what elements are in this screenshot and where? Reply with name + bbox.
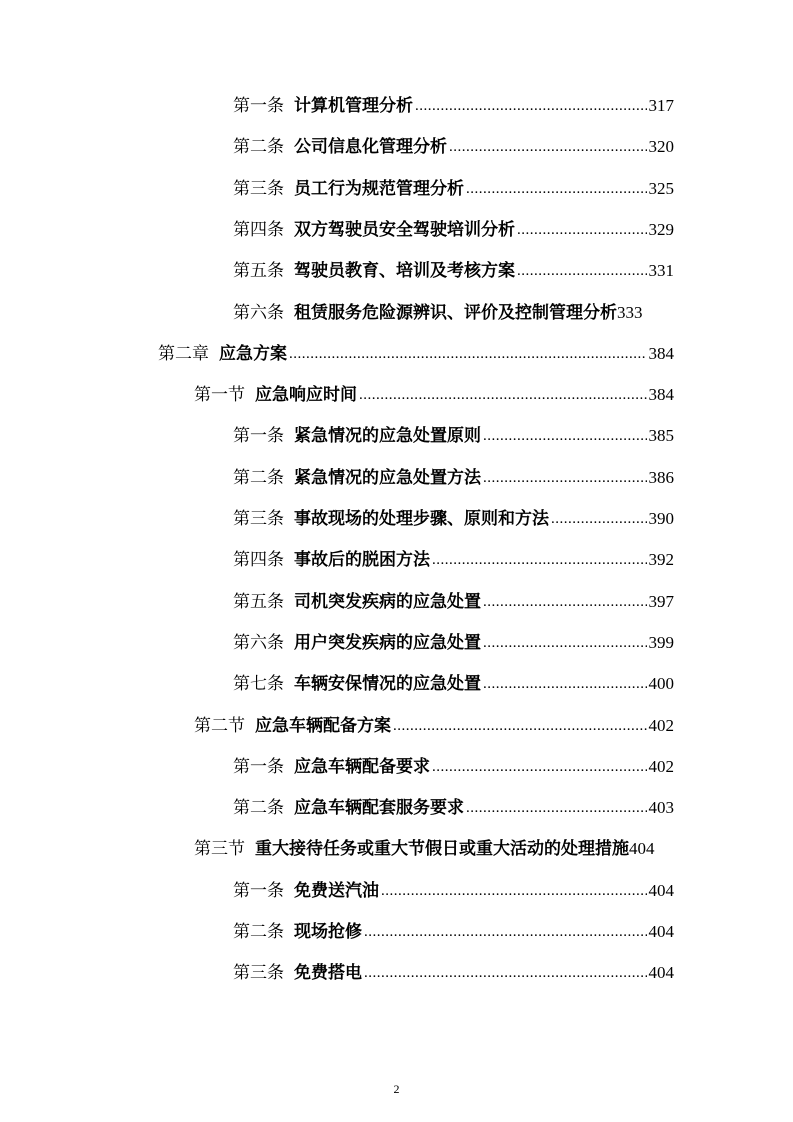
toc-entry-article[interactable] [233,624,674,654]
toc-entry-article[interactable] [233,128,674,158]
toc-entry-number: 第六条 [233,632,284,653]
toc-entry-article[interactable] [233,87,674,117]
toc-dot-leader [517,219,647,241]
toc-entry-article[interactable] [233,500,674,530]
toc-entry-title: 公司信息化管理分析 [294,137,447,158]
toc-entry-page: 397 [648,591,674,611]
toc-entry-article[interactable] [233,252,674,282]
toc-entry-article[interactable] [233,954,674,984]
toc-entry-title: 事故后的脱困方法 [294,550,430,571]
toc-entry-title: 驾驶员教育、培训及考核方案 [294,261,515,282]
toc-entry-article[interactable] [233,170,674,200]
toc-entry-article[interactable] [233,417,674,447]
toc-entry-page: 384 [648,385,674,405]
toc-entry-section[interactable] [194,376,674,406]
toc-entry-number: 第四条 [233,219,284,240]
toc-entry-number: 第二条 [233,467,284,488]
toc-entry-section[interactable] [194,830,674,860]
toc-entry-number: 第二条 [233,798,284,819]
toc-entry-title: 双方驾驶员安全驾驶培训分析 [294,219,515,240]
toc-entry-title: 应急车辆配备方案 [255,715,391,736]
toc-entry-number: 第五条 [233,591,284,612]
toc-entry-number: 第一条 [233,756,284,777]
toc-entry-number: 第五条 [233,261,284,282]
toc-entry-article[interactable] [233,459,674,489]
toc-entry-article[interactable] [233,748,674,778]
toc-entry-page: 399 [648,632,674,652]
toc-entry-title: 紧急情况的应急处置原则 [294,426,481,447]
toc-dot-leader [381,880,647,902]
toc-entry-number: 第三条 [233,178,284,199]
toc-entry-page: 331 [648,261,674,281]
toc-entry-number: 第四条 [233,550,284,571]
toc-entry-article[interactable] [233,789,674,819]
toc-dot-leader [483,425,647,447]
toc-entry-title: 免费送汽油 [294,880,379,901]
toc-entry-title: 现场抢修 [294,922,362,942]
toc-entry-page: 402 [648,756,674,776]
toc-entry-article[interactable] [233,583,674,613]
toc-dot-leader [415,95,647,117]
toc-entry-number: 第二节 [194,715,245,736]
toc-entry-page: 384 [648,343,674,363]
toc-entry-page: 404 [629,839,655,859]
toc-entry-title: 重大接待任务或重大节假日或重大活动的处理措施 [255,839,629,860]
toc-entry-title: 用户突发疾病的应急处置 [294,632,481,653]
toc-entry-title: 车辆安保情况的应急处置 [294,674,481,695]
toc-entry-title: 紧急情况的应急处置方法 [294,467,481,488]
toc-dot-leader [483,632,647,654]
toc-dot-leader [359,384,647,406]
toc-dot-leader [483,591,647,613]
toc-entry-title: 员工行为规范管理分析 [294,178,464,199]
toc-entry-number: 第六条 [233,302,284,323]
page-number: 2 [393,1082,400,1096]
toc-entry-article[interactable] [233,913,674,943]
toc-dot-leader [483,673,647,695]
toc-dot-leader [466,797,647,819]
toc-entry-number: 第二章 [158,343,209,364]
toc-entry-title: 应急方案 [219,343,287,364]
toc-dot-leader [432,756,647,778]
toc-entry-article[interactable] [233,211,674,241]
toc-entry-chapter[interactable] [158,335,674,365]
toc-entry-page: 320 [648,137,674,157]
toc-entry-article[interactable] [233,294,674,324]
toc-dot-leader [466,178,647,200]
toc-entry-page: 404 [648,880,674,900]
toc-entry-page: 404 [648,963,674,983]
toc-dot-leader [517,260,647,282]
toc-entry-number: 第三条 [233,509,284,529]
toc-entry-page: 317 [648,96,674,115]
toc-entry-number: 第一条 [233,96,284,116]
toc-entry-title: 司机突发疾病的应急处置 [294,591,481,612]
toc-entry-number: 第一条 [233,880,284,901]
toc-dot-leader [551,508,647,530]
toc-dot-leader [483,467,647,489]
toc-entry-title: 事故现场的处理步骤、原则和方法 [294,509,549,529]
toc-entry-number: 第三条 [233,963,284,984]
toc-dot-leader [449,136,647,158]
toc-entry-page: 404 [648,922,674,941]
toc-dot-leader [364,962,647,984]
toc-entry-page: 400 [648,674,674,694]
toc-entry-title: 租赁服务危险源辨识、评价及控制管理分析 [294,302,617,323]
toc-dot-leader [289,343,647,365]
toc-entry-page: 386 [648,467,674,487]
toc-dot-leader [393,715,647,737]
toc-entry-number: 第一节 [194,385,245,406]
toc-entry-page: 333 [617,302,643,322]
toc-entry-number: 第七条 [233,674,284,695]
toc-entry-page: 325 [648,178,674,198]
toc-entry-title: 应急响应时间 [255,385,357,406]
toc-entry-page: 403 [648,798,674,818]
toc-entry-page: 390 [648,509,674,528]
toc-entry-section[interactable] [194,707,674,737]
toc-entry-number: 第二条 [233,922,284,942]
toc-entry-number: 第二条 [233,137,284,158]
toc-entry-page: 392 [648,550,674,570]
toc-entry-number: 第三节 [194,839,245,860]
toc-entry-page: 402 [648,715,674,735]
toc-entry-article[interactable] [233,872,674,902]
toc-entry-article[interactable] [233,665,674,695]
toc-entry-title: 应急车辆配套服务要求 [294,798,464,819]
toc-entry-page: 385 [648,426,674,446]
toc-entry-page: 329 [648,219,674,239]
toc-entry-title: 计算机管理分析 [294,96,413,116]
toc-dot-leader [364,921,647,943]
toc-dot-leader [432,549,647,571]
toc-entry-article[interactable] [233,541,674,571]
toc-entry-title: 应急车辆配备要求 [294,756,430,777]
toc-entry-title: 免费搭电 [294,963,362,984]
toc-entry-number: 第一条 [233,426,284,447]
